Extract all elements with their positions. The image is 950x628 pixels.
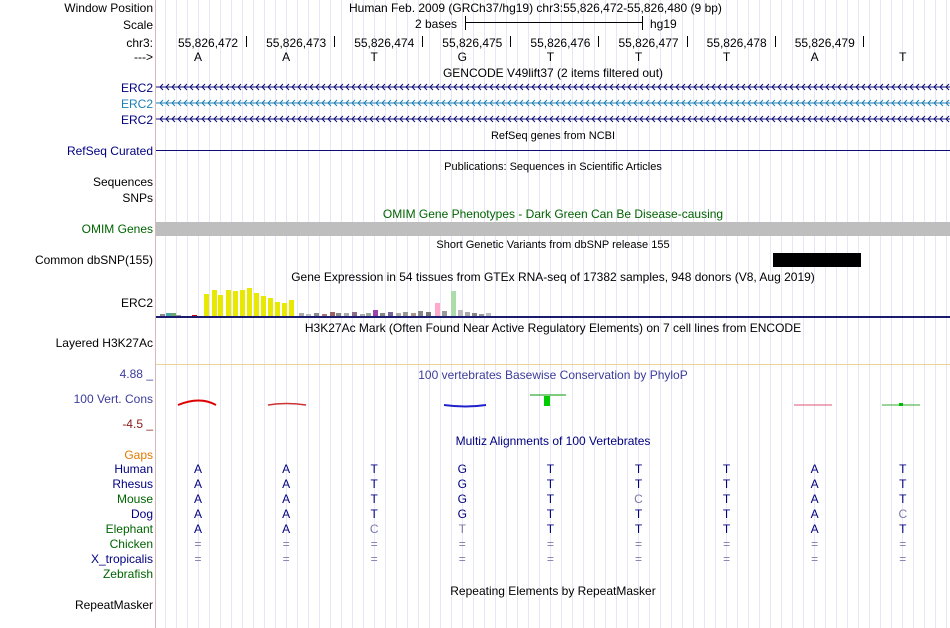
refseq-track-title[interactable]: RefSeq genes from NCBI	[490, 130, 616, 142]
gtex-tissue-bar	[275, 302, 280, 316]
gtex-expression-bars[interactable]	[156, 284, 950, 318]
alignment-base: A	[282, 477, 291, 491]
alignment-base: T	[546, 522, 555, 536]
conservation-phylop-plot[interactable]	[156, 386, 950, 416]
alignment-base: T	[899, 522, 907, 536]
phylop-bar	[544, 396, 550, 406]
ruler-position-label: 55,826,479	[794, 36, 855, 50]
alignment-base: =	[282, 552, 290, 566]
species-label-chicken[interactable]: Chicken	[109, 537, 153, 551]
omim-track-title[interactable]: OMIM Gene Phenotypes - Dark Green Can Be Disease-causing	[382, 207, 724, 221]
alignment-base: =	[811, 537, 819, 551]
alignment-base: T	[722, 492, 731, 506]
pubs-track-title[interactable]: Publications: Sequences in Scientific Articles	[444, 161, 662, 173]
alignment-base: T	[546, 492, 555, 506]
species-label-zebrafish[interactable]: Zebrafish	[102, 567, 153, 581]
alignment-base: =	[282, 537, 290, 551]
species-label-dog[interactable]: Dog	[130, 507, 153, 521]
ruler-position-label: 55,826,475	[442, 36, 503, 50]
gtex-tissue-bar	[289, 300, 294, 316]
alignment-base: =	[899, 537, 907, 551]
scale-assembly: hg19	[650, 17, 677, 31]
h3k27ac-baseline	[156, 364, 950, 365]
alignment-base: =	[723, 537, 731, 551]
alignment-base: A	[193, 477, 202, 491]
alignment-base: A	[282, 492, 291, 506]
repeatmasker-label[interactable]: RepeatMasker	[74, 598, 153, 612]
dbsnp-label[interactable]: Common dbSNP(155)	[34, 253, 153, 267]
alignment-base: A	[810, 477, 819, 491]
conservation-label[interactable]: 100 Vert. Cons	[73, 392, 153, 406]
species-label-x_tropicalis[interactable]: X_tropicalis	[90, 552, 153, 566]
alignment-base: =	[811, 552, 819, 566]
gtex-baseline	[156, 316, 950, 318]
alignment-base: A	[282, 522, 291, 536]
alignment-base: T	[370, 492, 378, 506]
multiz-track-title[interactable]: Multiz Alignments of 100 Vertebrates	[455, 434, 651, 448]
alignment-base: A	[193, 492, 202, 506]
alignment-base: =	[370, 552, 378, 566]
omim-gene-bar[interactable]	[156, 222, 950, 236]
ruler-position-label: 55,826,473	[266, 36, 327, 50]
alignment-base: T	[722, 462, 731, 476]
gencode-item-label-3[interactable]: ERC2	[120, 113, 153, 127]
pubs-sequences-label[interactable]: Sequences	[92, 175, 153, 189]
alignment-base: A	[810, 462, 819, 476]
alignment-base: G	[457, 492, 467, 506]
alignment-base: =	[546, 537, 554, 551]
gencode-gene-features[interactable]	[156, 82, 950, 126]
alignment-base: T	[899, 477, 907, 491]
window-position-label: Window Position	[64, 1, 153, 15]
phylop-bar	[899, 403, 903, 406]
alignment-base: T	[722, 507, 731, 521]
alignment-base: T	[722, 522, 731, 536]
alignment-base: =	[458, 552, 466, 566]
gtex-tissue-bar	[218, 295, 223, 316]
gencode-track-title[interactable]: GENCODE V49lift37 (2 items filtered out)	[442, 66, 664, 80]
scale-bar	[465, 16, 643, 30]
alignment-base: G	[457, 477, 467, 491]
alignment-base: =	[634, 537, 642, 551]
pubs-snps-label[interactable]: SNPs	[122, 191, 153, 205]
alignment-base: A	[282, 507, 291, 521]
alignment-base: T	[546, 462, 555, 476]
ruler-position-label: 55,826,478	[706, 36, 767, 50]
alignment-base: A	[810, 507, 819, 521]
reference-base: T	[722, 50, 731, 64]
alignment-base: T	[899, 492, 907, 506]
gtex-gene-label[interactable]: ERC2	[120, 296, 153, 310]
conservation-max-label: 4.88 _	[119, 367, 153, 381]
species-label-elephant[interactable]: Elephant	[105, 522, 153, 536]
window-position-value[interactable]: Human Feb. 2009 (GRCh37/hg19) chr3:55,826,472-55,826,480 (9 bp)	[349, 1, 722, 15]
gencode-item-label-1[interactable]: ERC2	[120, 81, 153, 95]
refseq-curated-label[interactable]: RefSeq Curated	[66, 144, 153, 158]
conservation-track-title[interactable]: 100 vertebrates Basewise Conservation by PhyloP	[418, 368, 688, 382]
phylop-peak	[178, 401, 216, 406]
reference-base: T	[899, 50, 907, 64]
gtex-tissue-bar	[240, 290, 245, 316]
gtex-tissue-bar	[254, 293, 259, 316]
reference-base: G	[457, 50, 467, 64]
refseq-gene-line[interactable]	[156, 150, 950, 151]
species-label-mouse[interactable]: Mouse	[116, 492, 153, 506]
ruler-tick	[422, 36, 423, 47]
gtex-tissue-bar	[204, 294, 209, 316]
alignment-base: T	[634, 522, 643, 536]
alignment-base: G	[457, 462, 467, 476]
alignment-base: =	[899, 552, 907, 566]
ruler-tick	[687, 36, 688, 47]
phylop-peak	[268, 404, 306, 406]
gtex-tissue-bar	[261, 296, 266, 316]
gaps-label: Gaps	[124, 448, 153, 462]
reference-base: T	[634, 50, 643, 64]
alignment-base: A	[193, 522, 202, 536]
alignment-base: T	[546, 477, 555, 491]
gencode-item-label-2[interactable]: ERC2	[120, 97, 153, 111]
scale-bases: 2 bases	[415, 17, 458, 31]
gtex-tissue-bar	[451, 291, 456, 316]
dbsnp-track-title[interactable]: Short Genetic Variants from dbSNP release 155	[436, 239, 670, 251]
reference-base: T	[370, 50, 378, 64]
h3k27ac-label[interactable]: Layered H3K27Ac	[55, 336, 153, 350]
conservation-min-label: -4.5 _	[122, 417, 153, 431]
dbsnp-variant-bar[interactable]	[773, 253, 861, 267]
gtex-tissue-bar	[268, 298, 273, 316]
gtex-track-title[interactable]: Gene Expression in 54 tissues from GTEx RNA-seq of 17382 samples, 948 donors (V8, Aug 2019)	[291, 270, 815, 284]
alignment-base: =	[546, 552, 554, 566]
alignment-base: =	[458, 537, 466, 551]
alignment-base: =	[634, 552, 642, 566]
alignment-base: =	[723, 552, 731, 566]
strand-label: --->	[134, 50, 153, 64]
ruler-position-label: 55,826,472	[178, 36, 239, 50]
alignment-base: T	[722, 477, 731, 491]
chrom-label: chr3:	[126, 36, 153, 50]
alignment-base: C	[634, 492, 643, 506]
scale-label: Scale	[122, 18, 153, 32]
ruler-tick	[775, 36, 776, 47]
ruler-position-label: 55,826,477	[618, 36, 679, 50]
reference-base: T	[546, 50, 555, 64]
species-label-rhesus[interactable]: Rhesus	[112, 477, 153, 491]
alignment-base: =	[194, 537, 202, 551]
repeatmasker-track-title[interactable]: Repeating Elements by RepeatMasker	[450, 584, 656, 598]
alignment-base: T	[370, 462, 378, 476]
alignment-base: C	[369, 522, 379, 536]
alignment-base: T	[634, 477, 643, 491]
alignment-base: A	[282, 462, 291, 476]
ruler-tick	[334, 36, 335, 47]
alignment-base: T	[458, 522, 466, 536]
ruler-position-label: 55,826,474	[354, 36, 415, 50]
reference-base: A	[282, 50, 291, 64]
phylop-dip	[444, 405, 486, 407]
gtex-tissue-bar	[226, 290, 231, 316]
alignment-base: C	[898, 507, 908, 521]
alignment-base: =	[194, 552, 202, 566]
reference-base: A	[193, 50, 202, 64]
species-label-human[interactable]: Human	[114, 462, 153, 476]
gtex-tissue-bar	[282, 303, 287, 316]
gtex-tissue-bar	[233, 291, 238, 316]
omim-genes-label[interactable]: OMIM Genes	[81, 222, 153, 236]
h3k27ac-track-title[interactable]: H3K27Ac Mark (Often Found Near Active Regulatory Elements) on 7 cell lines from ENCODE	[304, 321, 802, 335]
ruler-tick	[863, 36, 864, 47]
alignment-base: A	[193, 507, 202, 521]
gtex-tissue-bar	[247, 288, 252, 316]
alignment-base: T	[634, 462, 643, 476]
alignment-base: T	[370, 507, 378, 521]
ruler-tick	[246, 36, 247, 47]
reference-base: A	[810, 50, 819, 64]
gtex-tissue-bar	[435, 303, 440, 316]
alignment-base: T	[899, 462, 907, 476]
alignment-base: A	[193, 462, 202, 476]
alignment-base: T	[546, 507, 555, 521]
alignment-base: =	[370, 537, 378, 551]
alignment-base: G	[457, 507, 467, 521]
gtex-tissue-bar	[212, 290, 217, 316]
alignment-base: A	[810, 522, 819, 536]
alignment-base: T	[634, 507, 643, 521]
alignment-base: T	[370, 477, 378, 491]
ruler-position-label: 55,826,476	[530, 36, 591, 50]
ruler-tick	[598, 36, 599, 47]
alignment-base: A	[810, 492, 819, 506]
ruler-tick	[510, 36, 511, 47]
